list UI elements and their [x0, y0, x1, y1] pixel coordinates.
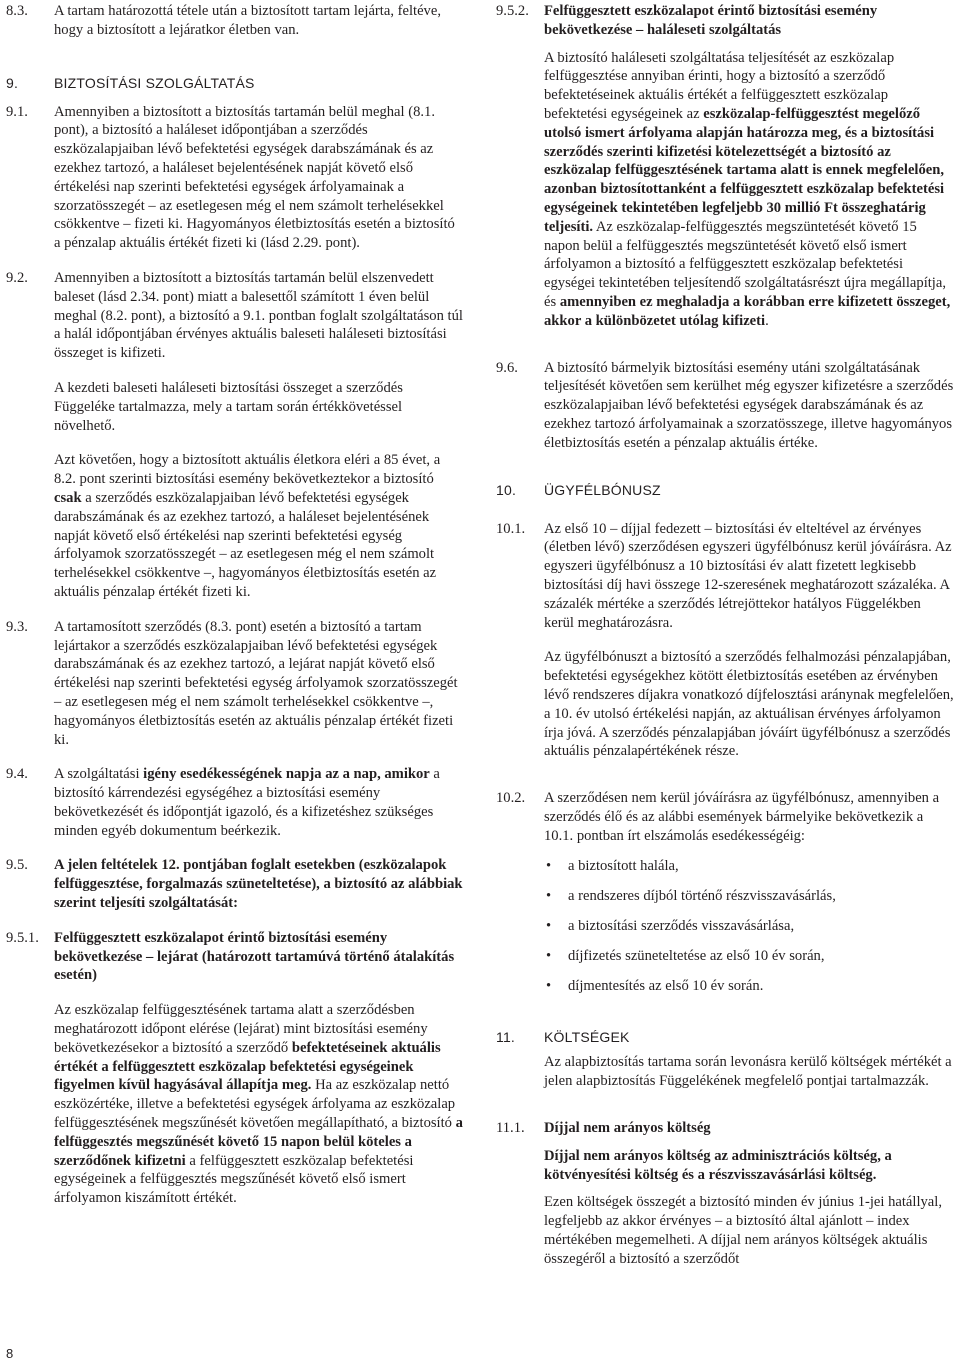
- list-item: • a biztosítási szerződés visszavásárlása,: [544, 917, 954, 936]
- item-number: 9.5.2.: [496, 3, 529, 19]
- paragraph: A kezdeti baleseti haláleseti biztosítási összeget a szerződés Függeléke tartalmazza, mely a tartam során értékkövetéssel növelhető.: [54, 379, 403, 434]
- paragraph: Az első 10 – díjjal fedezett – biztosítási év elteltével az érvényes (életben lévő) szerződésen egyszeri ügyfélbónusz kerül jóváírásra. Az egyszeri ügyfélbónusz a 10 biztosítási év alatt fizetett legkisebb biztosítási díj havi összege 12-szeresének meghatározott százaléka. A százalék mértéke a szerződés létrejöttekor hatályos Függelékben kerül meghatározásra.: [544, 520, 952, 631]
- item-number: 9.4.: [6, 766, 28, 783]
- section-title: BIZTOSÍTÁSI SZOLGÁLTATÁS: [54, 74, 255, 91]
- paragraph: Amennyiben a biztosított a biztosítás tartamán belül meghal (8.1. pont), a biztosító a haláleset időpontjában a szerződés eszközalapjaiban lévő befektetési egységek darabszámának és az ezekhez tartozó, a haláleset bejelentésének napját követő első értékelési nap szerinti befektetési egységek árfolyamainak a szorzatösszegét – az esetlegesen még el nem számolt terhelésekkel csökkentve – fizeti ki. Hagyományos életbiztosítás esetén a biztosító a pénzalap aktuális értékét fizeti ki (lásd 2.29. pont).: [54, 103, 455, 252]
- paragraph: Ezen költségek összegét a biztosító minden év június 1-jei hatállyal, legfeljebb az akkor érvényes – a biztosító által ajánlott – index mértékében megemelheti. A díjjal nem arányos költségek aktuális összegéről a biztosító a szerződőt: [544, 1194, 942, 1267]
- paragraph: Amennyiben a biztosított a biztosítás tartamán belül elszenvedett baleset (lásd 2.34. pont) miatt a balesettől számított 1 éven belül meghal (8.2. pont), a biztosító a 9.1. pontban foglalt szolgáltatáson túl a halál időpontjában érvényes aktuális baleseti haláleseti biztosítási összeget is kifizeti.: [54, 269, 463, 362]
- paragraph: A jelen feltételek 12. pontjában foglalt esetekben (eszközalapok felfüggesztése, forgalmazás szüneteltetése), a biztosító az alábbiak szerint teljesíti szolgáltatását:: [54, 857, 463, 912]
- item-number: 9.6.: [496, 359, 518, 376]
- section-number: 9.: [6, 74, 19, 91]
- list-item: • díjfizetés szüneteltetése az első 10 év során,: [544, 947, 954, 966]
- section-10-1: [496, 520, 954, 762]
- item-number: 10.1.: [496, 520, 526, 537]
- list-item: • a biztosított halála,: [544, 857, 954, 876]
- item-number: 9.5.1.: [6, 929, 39, 946]
- item-number: 11.1.: [496, 1120, 525, 1137]
- subsection-title: Felfüggesztett eszközalapot érintő biztosítási esemény bekövetkezése – lejárat (határozott tartamúvá történő átalakítás esetén): [54, 929, 455, 984]
- section-9-4: [6, 765, 464, 840]
- section-number: 10.: [496, 481, 517, 498]
- paragraph: Az alapbiztosítás tartama során levonásra kerülő költségek mértékét a jelen alapbiztosítás Függelékének megfelelő pontjai tartalmazzák.: [544, 1054, 952, 1090]
- section-11-1: [496, 1119, 954, 1269]
- section-title: ÜGYFÉLBÓNUSZ: [544, 481, 661, 498]
- section-11-heading: [496, 1028, 954, 1047]
- item-number: 10.2.: [496, 790, 526, 807]
- list-item: • a rendszeres díjból történő részvisszavásárlás,: [544, 887, 954, 906]
- section-9-5-2: [496, 2, 954, 331]
- section-number: 11.: [496, 1029, 516, 1046]
- right-column: [496, 0, 954, 1269]
- left-column: [6, 0, 464, 1208]
- paragraph: Azt követően, hogy a biztosított aktuális életkora eléri a 85 évet, a 8.2. pont szerinti biztosítási esemény bekövetkeztekor a biztosító csak a szerződés eszközalapjaiban lévő befektetési egységek darabszámának és az ezekhez tartozó, a haláleset bejelentésének napját követő első értékelési nap szerinti befektetési egység árfolyamok szorzatösszegét – az esetlegesen még el nem számolt terhelésekkel csökkentve –, hagyományos életbiztosítás esetén az aktuális pénzalap értékét fizeti ki.: [54, 452, 441, 600]
- section-8-3: [6, 2, 464, 40]
- section-9-5: [6, 856, 464, 912]
- paragraph: A szolgáltatási igény esedékességének napja az a nap, amikor a biztosító kárrendezési egységéhez a biztosítási esemény bekövetkezését és időpontját igazoló, és a kifizetéshez szükséges minden egyéb dokumentum beérkezik.: [54, 766, 440, 839]
- item-number: 9.3.: [6, 618, 28, 635]
- page-number: 8: [6, 1346, 14, 1361]
- subsection-title: Felfüggesztett eszközalapot érintő biztosítási esemény bekövetkezése – haláleseti szolgáltatás: [544, 3, 878, 38]
- section-10-2: [496, 789, 954, 995]
- section-9-6: [496, 359, 954, 453]
- section-9-3: [6, 618, 464, 750]
- paragraph: A tartamosított szerződés (8.3. pont) esetén a biztosító a tartam lejártakor a szerződés eszközalapjaiban lévő befektetési egységek darabszámának és az ezekhez tartozó, a lejárat napját követő első értékelési nap szerinti befektetési egység árfolyamok szorzatösszegét – az esetlegesen még el nem számolt terhelésekkel csökkentve –, hagyományos életbiztosítás esetén az aktuális pénzalap értékét fizeti ki.: [54, 618, 458, 748]
- section-title: KÖLTSÉGEK: [544, 1029, 630, 1046]
- paragraph: A biztosító bármelyik biztosítási esemény utáni szolgáltatásának teljesítését követően sem kerülhet még egyszer kifizetésre a szerződés eszközalapjaiban lévő befektetési egységek darabszámának és az ezekhez tartozó árfolyamainak a szorzatösszege, illetve hagyományos életbiztosítás esetén a pénzalap aktuális értéke.: [544, 359, 954, 451]
- subsection-title: Díjjal nem arányos költség: [544, 1120, 711, 1137]
- item-number: 8.3.: [6, 3, 28, 19]
- paragraph: Az eszközalap felfüggesztésének tartama alatt a szerződésben meghatározott időpont elérése (lejárat) mint biztosítási esemény bekövetkezésekor a biztosító a szerződő befektetéseinek aktuális értékét a felfüggesztett eszközalap befektetési egységeinek figyelmen kívül hagyásával állapítja meg. Ha az eszközalap nettó eszközértéke, illetve a befektetési egységek árfolyama az eszközalap felfüggesztésének megszűnését követően megállapítható, a biztosító a felfüggesztés megszűnését követő 15 napon belül köteles a szerződőnek kifizetni a felfüggesztett eszközalap befektetési egységeinek a felfüggesztés megszűnését követő első ismert árfolyamon kiszámított értékét.: [54, 1002, 463, 1207]
- item-number: 9.2.: [6, 269, 28, 286]
- paragraph: A biztosító haláleseti szolgáltatása teljesítését az eszközalap felfüggesztése annyiban érinti, hogy a biztosító a szerződő befektetéseinek aktuális értékét a felfüggesztett eszközalap befektetési egységeinek az eszközalap-felfüggesztést megelőző utolsó ismert árfolyama alapján határozza meg, és a biztosítási szerződés szerinti kifizetési kötelezettségét a biztosító az eszközalap felfüggesztésének tartama alatt is ennek megfelelően, azonban biztosítottanként a felfüggesztett eszközalap befektetési egységeinek tekintetében legfeljebb 30 millió Ft összeghatárig teljesíti. Az eszközalap-felfüggesztés megszüntetését követő 15 napon belül a felfüggesztés megszüntetését követő első ismert árfolyamon a biztosító a felfüggesztett eszközalap befektetési egységei tekintetében teljesítendő szolgáltatásrészt újra megállapítja, és amennyiben ez meghaladja a korábban erre kifizetett összeget, akkor a különbözetet utólag kifizeti.: [544, 49, 951, 329]
- paragraph: Az ügyfélbónuszt a biztosító a szerződés felhalmozási pénzalapjában, befektetési egységekhez kötött életbiztosítás esetében az érvényben lévő rendszeres díjakra vonatkozó díjfelosztási aránynak megfelelően, a 10. év utolsó értékelési napján, az aktuálisan érvényes árfolyamon írja jóvá. A szerződés pénzalapjában jóváírt ügyfélbónusz a szerződés aktuális pénzalapértékének része.: [544, 649, 954, 760]
- subsection-subtitle: Díjjal nem arányos költség az adminisztrációs költség, a kötvényesítési költség és a részvisszavásárlási költség.: [544, 1147, 892, 1183]
- section-10-heading: [496, 481, 954, 500]
- paragraph: A tartam határozottá tétele után a biztosított tartam lejárta, feltéve, hogy a biztosított a lejáratkor életben van.: [54, 3, 441, 38]
- section-9-2: [6, 269, 464, 602]
- list-item: • díjmentesítés az első 10 év során.: [544, 977, 954, 996]
- bullet-list: [544, 857, 954, 995]
- item-number: 9.5.: [6, 857, 28, 874]
- paragraph: A szerződésen nem kerül jóváírásra az ügyfélbónusz, amennyiben a szerződés élő és az alábbi események bármelyike bekövetkezik a 10.1. pontban írt elszámolás esedékességéig:: [544, 790, 940, 844]
- item-number: 9.1.: [6, 103, 28, 120]
- section-9-5-1: [6, 929, 464, 1208]
- section-9-heading: [6, 74, 464, 93]
- section-9-1: [6, 103, 464, 253]
- section-11-intro: [496, 1053, 954, 1091]
